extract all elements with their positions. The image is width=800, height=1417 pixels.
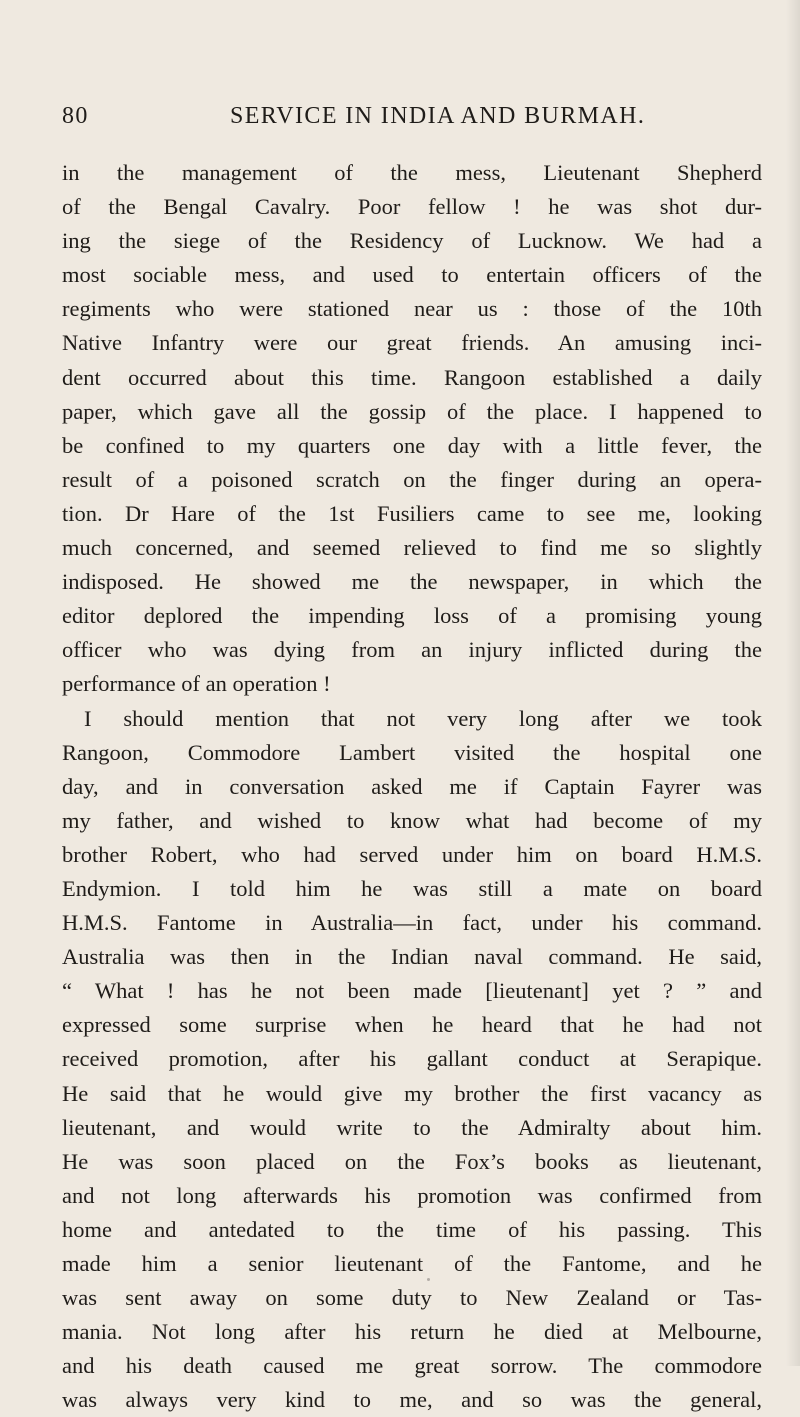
text-line: of the Bengal Cavalry. Poor fellow ! he was shot dur- <box>62 194 762 220</box>
page-edge-shadow <box>786 0 800 1366</box>
text-line: paper, which gave all the gossip of the place. I happened to <box>62 398 762 424</box>
text-line: officer who was dying from an injury inflicted during the <box>62 637 762 663</box>
paper-speck <box>427 1278 430 1281</box>
text-line: Native Infantry were our great friends. An amusing inci- <box>62 330 762 356</box>
text-line: and his death caused me great sorrow. The commodore <box>62 1353 762 1379</box>
text-line: Australia was then in the Indian naval command. He said, <box>62 944 762 970</box>
page-header <box>62 103 762 143</box>
paragraph-end-line: performance of an operation ! <box>62 671 331 697</box>
running-head: SERVICE IN INDIA AND BURMAH. <box>230 103 646 129</box>
text-line: tion. Dr Hare of the 1st Fusiliers came to see me, looking <box>62 500 762 526</box>
text-line: much concerned, and seemed relieved to find me so slightly <box>62 535 762 561</box>
text-line: Rangoon, Commodore Lambert visited the hospital one <box>62 739 762 765</box>
text-line: ing the siege of the Residency of Lucknow. We had a <box>62 228 762 254</box>
text-line: regiments who were stationed near us : those of the 10th <box>62 296 762 322</box>
text-line: Endymion. I told him he was still a mate on board <box>62 875 762 901</box>
text-line: was sent away on some duty to New Zealand or Tas- <box>62 1285 762 1311</box>
text-line: in the management of the mess, Lieutenant Shepherd <box>62 160 762 185</box>
text-line: mania. Not long after his return he died at Melbourne, <box>62 1319 762 1345</box>
text-line: brother Robert, who had served under him on board H.M.S. <box>62 841 762 867</box>
text-line: was always very kind to me, and so was the general, <box>62 1387 762 1413</box>
text-line: He was soon placed on the Fox’s books as lieutenant, <box>62 1148 762 1174</box>
text-line: and not long afterwards his promotion was confirmed from <box>62 1182 762 1208</box>
text-line: indisposed. He showed me the newspaper, in which the <box>62 569 762 595</box>
text-line: made him a senior lieutenant of the Fantome, and he <box>62 1251 762 1276</box>
text-line: “ What ! has he not been made [lieutenant] yet ? ” and <box>62 978 762 1004</box>
text-line: dent occurred about this time. Rangoon established a daily <box>62 364 762 390</box>
text-line: received promotion, after his gallant conduct at Serapique. <box>62 1046 762 1072</box>
text-line: lieutenant, and would write to the Admiralty about him. <box>62 1114 762 1140</box>
text-line: H.M.S. Fantome in Australia—in fact, under his command. <box>62 910 762 936</box>
page-number: 80 <box>62 103 89 129</box>
text-line: result of a poisoned scratch on the finger during an opera- <box>62 466 762 492</box>
text-line: day, and in conversation asked me if Captain Fayrer was <box>62 773 762 799</box>
text-line: most sociable mess, and used to entertain officers of the <box>62 262 762 288</box>
body-text <box>62 156 762 1417</box>
paragraph-first-line: I should mention that not very long after we took <box>84 705 762 731</box>
text-line: expressed some surprise when he heard that he had not <box>62 1012 762 1038</box>
text-line: He said that he would give my brother the first vacancy as <box>62 1080 762 1106</box>
text-line: my father, and wished to know what had become of my <box>62 807 762 833</box>
text-line: editor deplored the impending loss of a promising young <box>62 603 762 629</box>
text-line: home and antedated to the time of his passing. This <box>62 1216 762 1242</box>
text-line: be confined to my quarters one day with a little fever, the <box>62 432 762 458</box>
